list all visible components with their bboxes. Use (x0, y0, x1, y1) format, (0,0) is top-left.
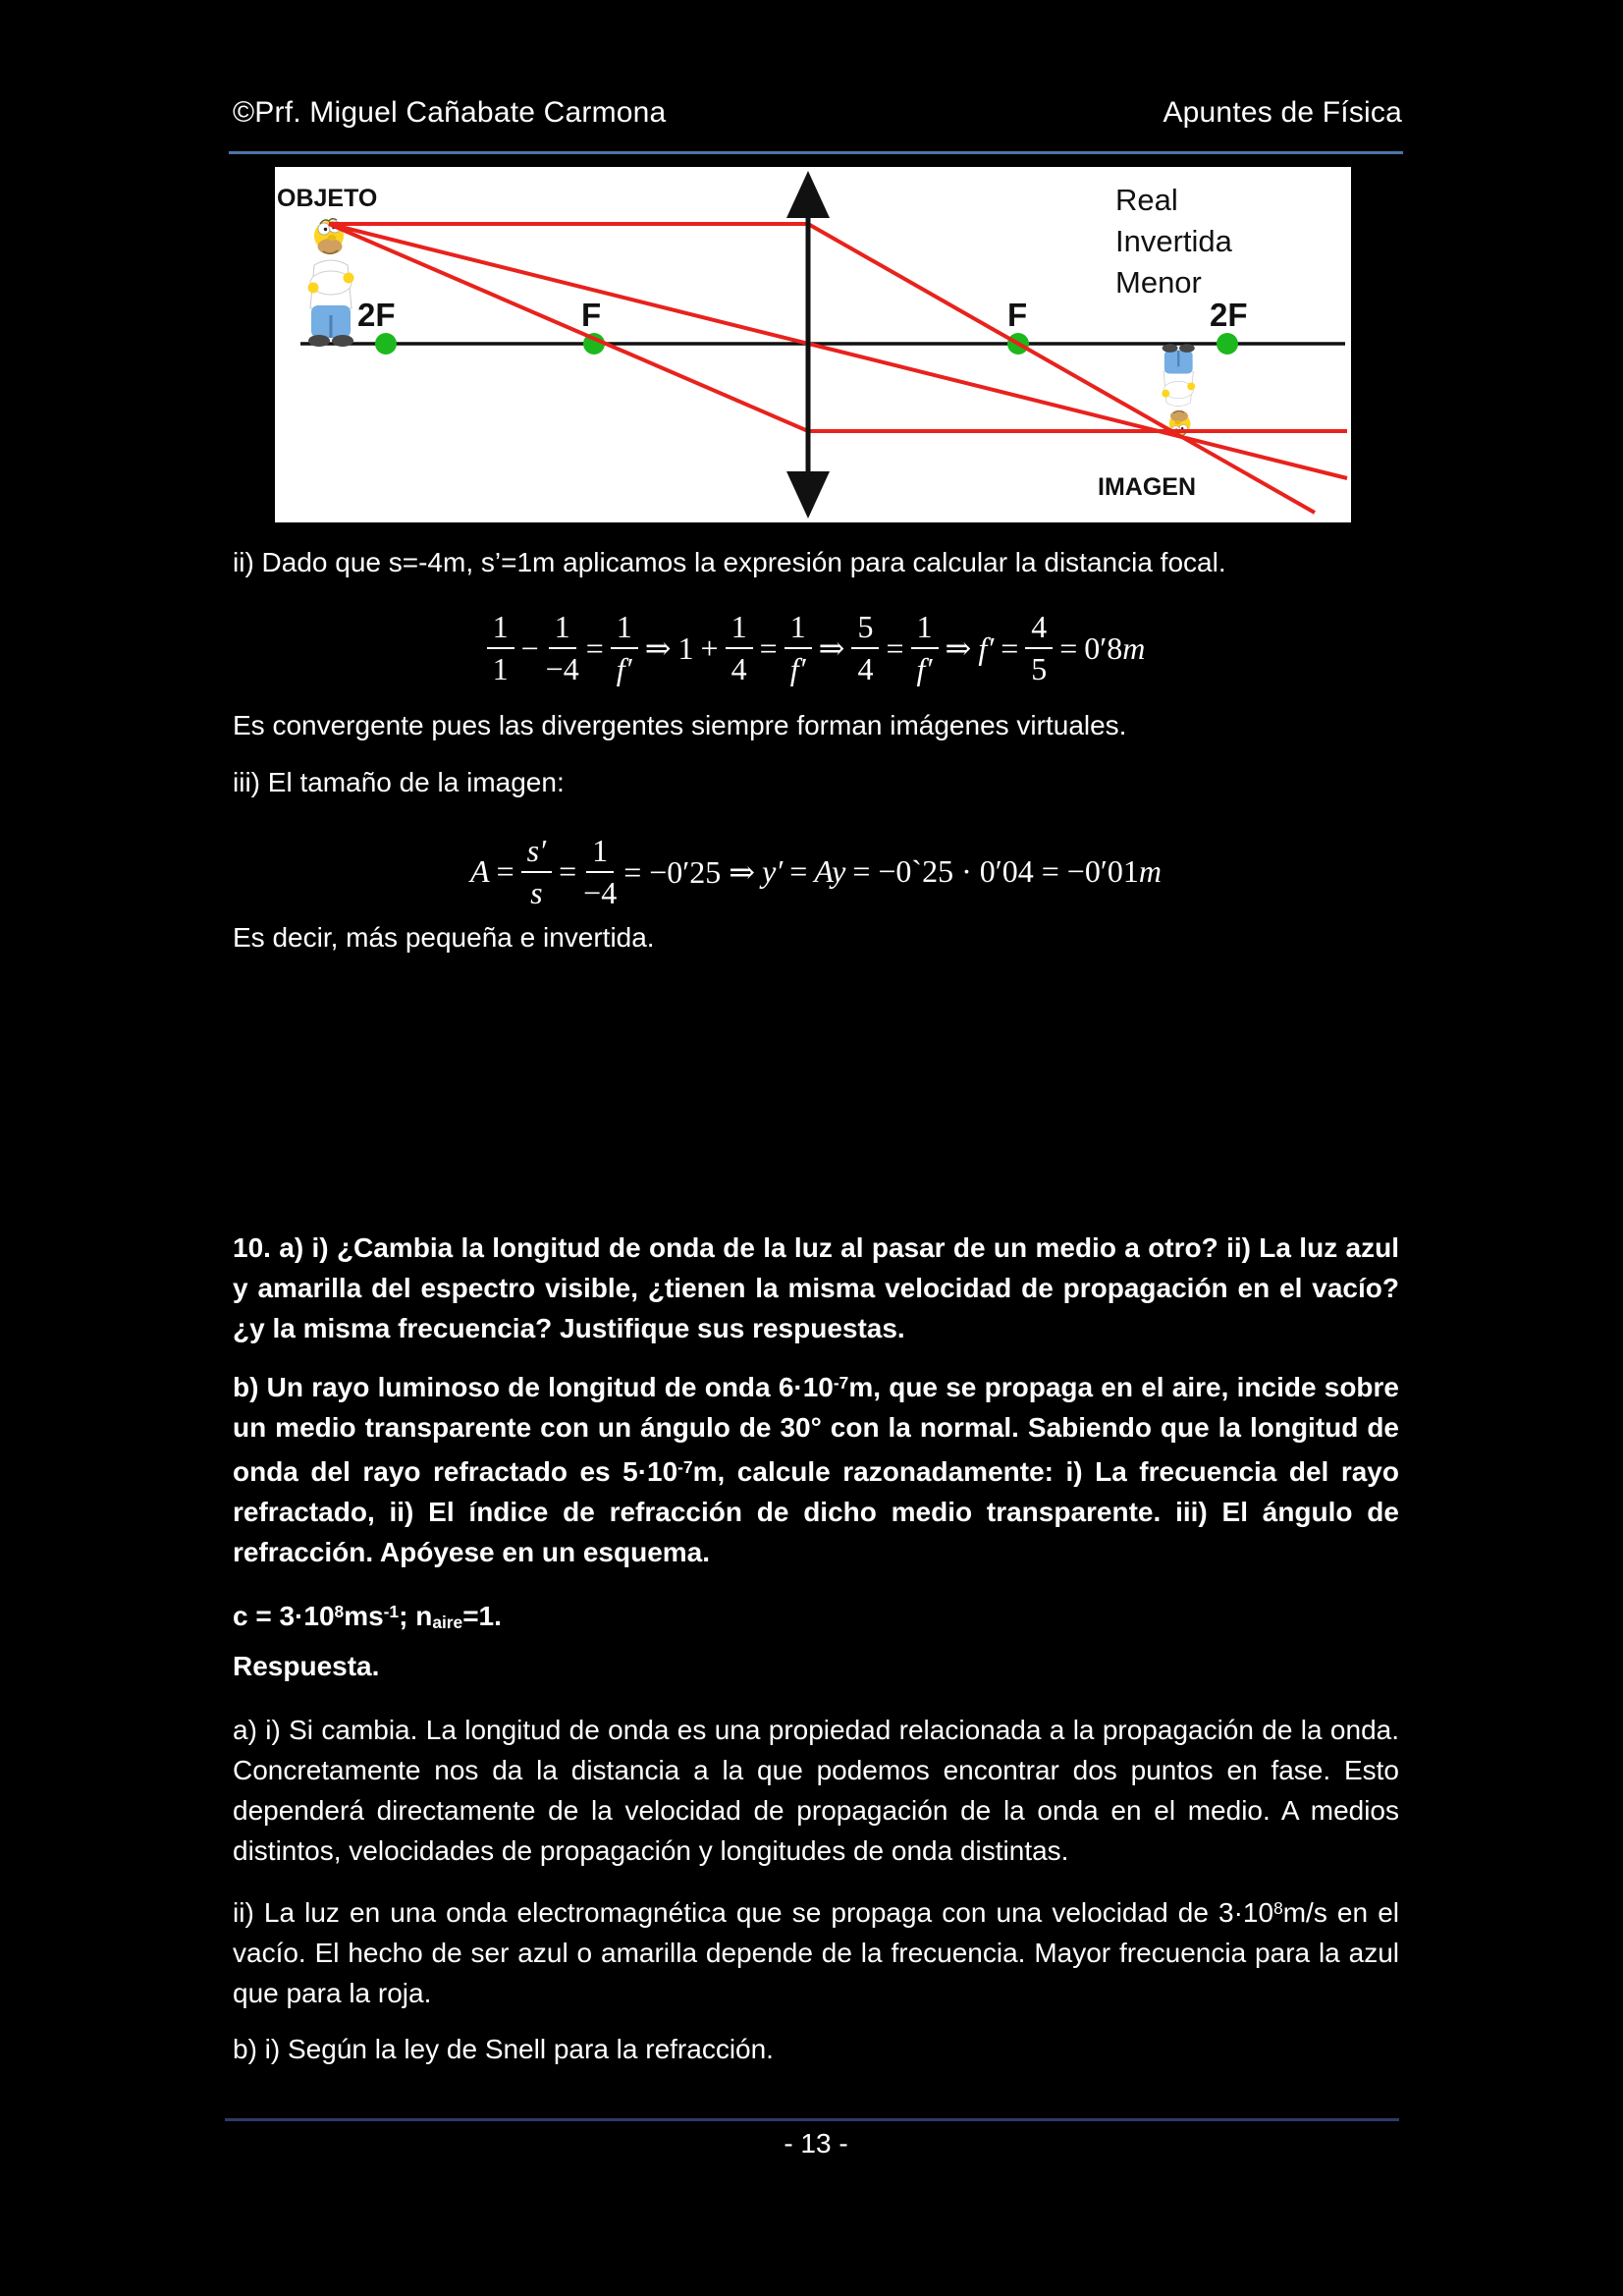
superscript-exponent: 8 (1273, 1898, 1283, 1918)
image-label: IMAGEN (1098, 473, 1196, 501)
fraction: $\frac{1}{4}$ (726, 610, 753, 685)
paragraph-convergente: Es convergente pues las divergentes siempre forman imágenes virtuales. (233, 710, 1127, 740)
superscript-exponent: 8 (334, 1602, 345, 1621)
label-f-right: F (1007, 297, 1028, 333)
superscript-exponent: -7 (833, 1373, 849, 1393)
question-10b: b) Un rayo luminoso de longitud de onda $6\cdot 10^{-7}m$, que se propaga en el aire, incide sobre un medio transparente con un ángulo de 30° con la normal. Sabiendo que la longitud de onda del rayo refractado es $5\cdot 10^{-7}m$, calcule razonadamente: i) La frecuencia del rayo refractado, ii) El índice de refracción de dicho medio transparente. iii) El ángulo de refracción. Apóyese en un esquema. (233, 1371, 1400, 1567)
implies-arrow: ⇒ (818, 630, 845, 666)
implies-arrow: ⇒ (945, 630, 972, 666)
implies-arrow: ⇒ (644, 630, 672, 666)
paragraph-iii-intro: iii) El tamaño de la imagen: (233, 767, 565, 797)
fraction: $\frac{1}{f'}$ (784, 610, 812, 685)
lens-ray-diagram (275, 167, 1351, 522)
answer-a-i: a) i) Si cambia. La longitud de onda es una propiedad relacionada a la propagación de la onda. Concretamente nos da la distancia a la que podemos encontrar dos puntos en fase. Esto dependerá directamente de la velocidad de propagación de la onda en el medio. A medios distintos, velocidades de propagación y longitudes de onda distintas. (233, 1715, 1399, 1866)
fraction: $\frac{5}{4}$ (851, 610, 879, 685)
equals-operator: = (585, 629, 604, 666)
focus-dot-2f-right (1217, 333, 1238, 355)
mid-expression: = −0′25 ⇒ (623, 853, 756, 890)
superscript-exponent: -7 (677, 1456, 693, 1477)
answer-a-ii: ii) La luz en una onda electromagnética que se propaga con una velocidad de $3\cdot 10^8m/s$ en el vacío. El hecho de ser azul o amarilla depende de la frecuencia. Mayor frecuencia para la azul que para la roja. (233, 1896, 1399, 2008)
label-2f-left: 2F (357, 297, 396, 333)
variable-A: A (470, 853, 490, 889)
equals-operator: = (886, 629, 904, 666)
result-value: = −0`25 · 0′04 = −0′01m (852, 853, 1162, 889)
variable-Ay: Ay (814, 853, 846, 889)
answer-b-i: b) i) Según la ley de Snell para la refracción. (233, 2034, 774, 2064)
header-doc-title: Apuntes de Física (1163, 96, 1402, 129)
term-one: 1 (677, 629, 694, 666)
question-10a: 10. a) i) ¿Cambia la longitud de onda de la luz al pasar de un medio a otro? ii) La luz azul y amarilla del espectro visible, ¿tienen la misma velocidad de propagación en el vacío? ¿y la misma frecuencia? Justifique sus respuestas. (233, 1232, 1399, 1343)
equals-operator: = (1001, 629, 1019, 666)
fraction: $\frac{1}{-4}$ (545, 609, 579, 686)
fraction: $\frac{1}{1}$ (487, 610, 514, 685)
label-f-left: F (581, 297, 602, 333)
formula-focal-distance (233, 597, 1399, 699)
fraction: $\frac{4}{5}$ (1025, 610, 1053, 685)
equals-operator: = (759, 629, 778, 666)
focus-dot-2f-left (375, 333, 397, 355)
variable-f-prime: f′ (978, 629, 995, 666)
variable-y-prime: y′ (762, 853, 784, 889)
page-number: - 13 - (784, 2128, 848, 2159)
minus-operator: − (520, 629, 539, 666)
formula-image-size (233, 820, 1399, 923)
label-2f-right: 2F (1210, 297, 1248, 333)
image-property-menor: Menor (1115, 265, 1202, 300)
respuesta-heading: Respuesta. (233, 1651, 380, 1681)
header-rule (229, 151, 1403, 154)
equals-operator: = (1059, 629, 1078, 666)
result-value: 0′8m (1084, 629, 1146, 666)
subscript-aire: aire (432, 1612, 463, 1632)
equals-operator: = (559, 853, 577, 889)
image-property-invertida: Invertida (1115, 224, 1232, 258)
fraction: $\frac{1}{-4}$ (583, 832, 618, 910)
paragraph-decir: Es decir, más pequeña e invertida. (233, 922, 655, 953)
plus-operator: + (700, 629, 719, 666)
equals-operator: = (496, 853, 514, 889)
superscript-exponent: -1 (383, 1602, 400, 1621)
constants-line: $c = 3\cdot 10^8ms^{-1}$; $n_{aire}=1$. (233, 1600, 502, 1632)
image-property-real: Real (1115, 183, 1178, 217)
fraction: $\frac{1}{f'}$ (611, 610, 638, 685)
object-label: OBJETO (277, 185, 378, 212)
equals-operator: = (789, 853, 808, 889)
header-author: ©Prf. Miguel Cañabate Carmona (233, 96, 667, 129)
fraction: $\frac{1}{f'}$ (911, 610, 939, 685)
footer-rule (225, 2118, 1399, 2121)
fraction: $\frac{s'}{s}$ (521, 834, 552, 909)
paragraph-ii-intro: ii) Dado que s=-4m, s’=1m aplicamos la expresión para calcular la distancia focal. (233, 547, 1226, 577)
